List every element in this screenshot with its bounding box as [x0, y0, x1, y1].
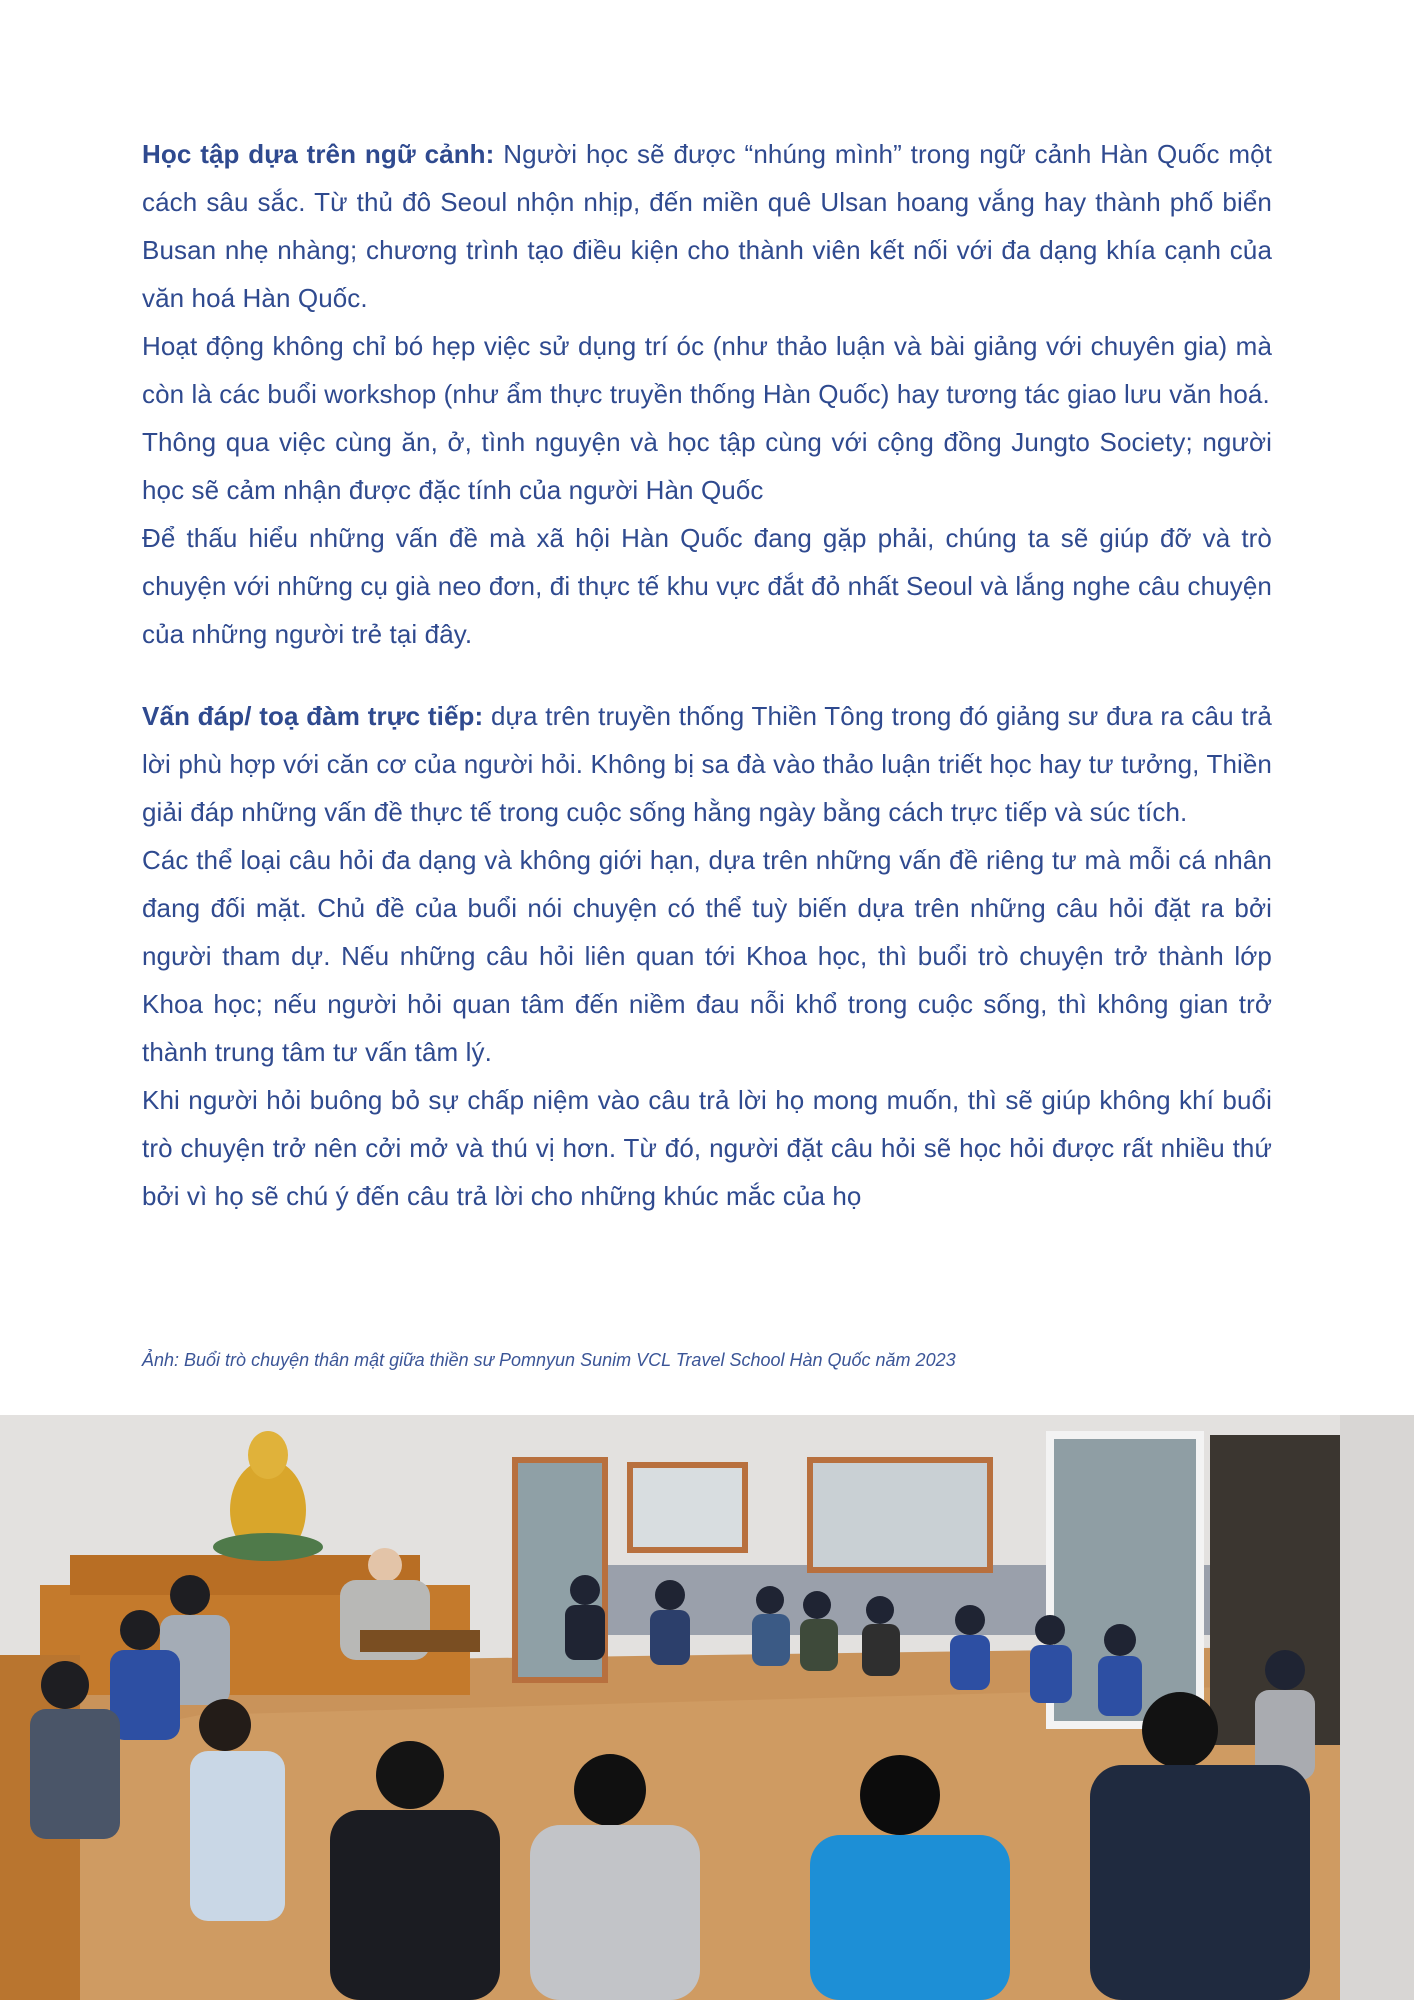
article-body [142, 130, 1272, 1220]
section2-heading: Vấn đáp/ toạ đàm trực tiếp: [142, 701, 484, 731]
section1-paragraph2: Hoạt động không chỉ bó hẹp việc sử dụng trí óc (như thảo luận và bài giảng với chuyên gia) mà còn là các buổi workshop (như ẩm thực truyền thống Hàn Quốc) hay tương tác giao lưu văn hoá. [142, 331, 1272, 409]
section1-paragraph4: Để thấu hiểu những vấn đề mà xã hội Hàn Quốc đang gặp phải, chúng ta sẽ giúp đỡ và trò chuyện với những cụ già neo đơn, đi thực tế khu vực đắt đỏ nhất Seoul và lắng nghe câu chuyện của những người trẻ tại đây. [142, 523, 1272, 649]
section1-heading: Học tập dựa trên ngữ cảnh: [142, 139, 495, 169]
section2-paragraph1 [142, 692, 1272, 836]
section2-paragraph3: Khi người hỏi buông bỏ sự chấp niệm vào câu trả lời họ mong muốn, thì sẽ giúp không khí buổi trò chuyện trở nên cởi mở và thú vị hơn. Từ đó, người đặt câu hỏi sẽ học hỏi được rất nhiều thứ bởi vì họ sẽ chú ý đến câu trả lời cho những khúc mắc của họ [142, 1085, 1272, 1211]
section2-paragraph2: Các thể loại câu hỏi đa dạng và không giới hạn, dựa trên những vấn đề riêng tư mà mỗi cá nhân đang đối mặt. Chủ đề của buổi nói chuyện có thể tuỳ biến dựa trên những câu hỏi đặt ra bởi người tham dự. Nếu những câu hỏi liên quan tới Khoa học, thì buổi trò chuyện trở thành lớp Khoa học; nếu người hỏi quan tâm đến niềm đau nỗi khổ trong cuộc sống, thì không gian trở thành trung tâm tư vấn tâm lý. [142, 845, 1272, 1067]
section1-paragraph1 [142, 130, 1272, 322]
dharma-talk-photo [0, 1415, 1414, 2000]
section1-paragraph3: Thông qua việc cùng ăn, ở, tình nguyện và học tập cùng với cộng đồng Jungto Society; người học sẽ cảm nhận được đặc tính của người Hàn Quốc [142, 427, 1272, 505]
section-spacer [142, 658, 1272, 692]
section1-paragraph1-text: Người học sẽ được “nhúng mình” trong ngữ cảnh Hàn Quốc một cách sâu sắc. Từ thủ đô Seoul nhộn nhịp, đến miền quê Ulsan hoang vắng hay thành phố biển Busan nhẹ nhàng; chương trình tạo điều kiện cho thành viên kết nối với đa dạng khía cạnh của văn hoá Hàn Quốc. [142, 139, 1272, 313]
section2-paragraph1-text: dựa trên truyền thống Thiền Tông trong đó giảng sư đưa ra câu trả lời phù hợp với căn cơ của người hỏi. Không bị sa đà vào thảo luận triết học hay tư tưởng, Thiền giải đáp những vấn đề thực tế trong cuộc sống hằng ngày bằng cách trực tiếp và súc tích. [142, 701, 1272, 827]
photo-caption: Ảnh: Buổi trò chuyện thân mật giữa thiền sư Pomnyun Sunim VCL Travel School Hàn Quốc năm 2023 [142, 1350, 956, 1370]
